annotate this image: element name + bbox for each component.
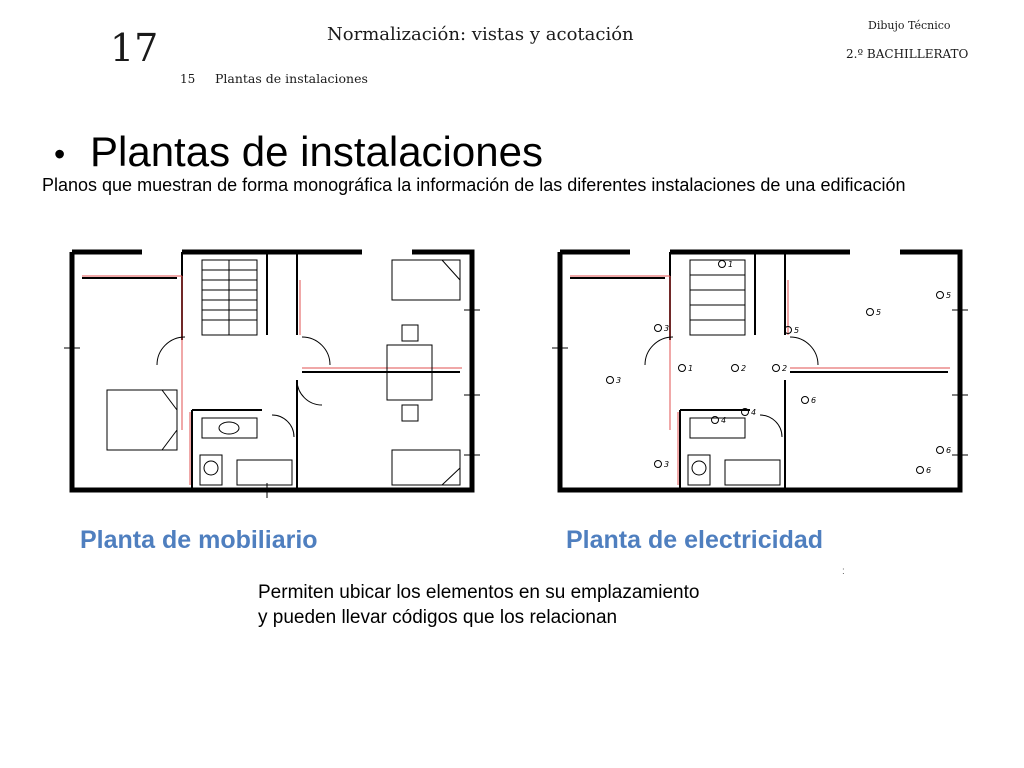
electrical-floor-plan (550, 240, 970, 502)
plan-bathroom-fixtures (200, 418, 292, 485)
electric-outlet-icon (773, 365, 780, 372)
course-level: 2.º BACHILLERATO (846, 47, 969, 61)
label-planta-electricidad: Planta de electricidad (566, 526, 824, 554)
electric-outlet-icon (732, 365, 739, 372)
electric-code-label: 5 (946, 291, 952, 300)
electric-outlet-icon (937, 292, 944, 299)
footer-line-2: y pueden llevar códigos que los relacionan (258, 607, 618, 628)
plan-pipes (82, 276, 462, 485)
electric-outlet-icon (655, 461, 662, 468)
electric-code-label: 5 (876, 308, 882, 317)
footer-text (258, 580, 699, 630)
label-planta-mobiliario: Planta de mobiliario (80, 526, 318, 554)
footer-line-1: Permiten ubicar los elementos en su emplazamiento (258, 582, 700, 603)
electric-code-label: 6 (811, 396, 817, 405)
electric-outlet-icon (937, 447, 944, 454)
plan-bed (107, 390, 177, 450)
electric-outlet-icon (679, 365, 686, 372)
plan-stairs (202, 260, 257, 335)
electric-code-label: 6 (926, 466, 932, 475)
electric-outlet-icon (867, 309, 874, 316)
electric-code-label: 3 (664, 460, 670, 469)
electric-code-label: 2 (741, 364, 747, 373)
course-subject: Dibujo Técnico (868, 19, 951, 32)
electric-outlet-icon (917, 467, 924, 474)
electric-outlet-icon (607, 377, 614, 384)
electric-code-label: 4 (721, 416, 727, 425)
electric-fixtures (607, 261, 944, 474)
section-name: Plantas de instalaciones (215, 71, 368, 86)
plan-doors (645, 337, 818, 437)
electric-code-label: 3 (664, 324, 670, 333)
electric-code-label: 5 (794, 326, 800, 335)
slide-heading: Plantas de instalaciones (90, 128, 543, 175)
chapter-number: 17 (110, 26, 159, 70)
electric-outlet-icon (719, 261, 726, 268)
plan-interior-walls (570, 252, 948, 490)
plan-pipes (570, 276, 950, 485)
bullet-dot: • (54, 136, 66, 172)
plan-window-marks (552, 310, 968, 455)
electric-code-label: 6 (946, 446, 952, 455)
electric-code-label: 1 (688, 364, 694, 373)
plan-doors (157, 337, 330, 437)
electric-code-label: 4 (751, 408, 757, 417)
intro-text: Planos que muestran de forma monográfica la información de las diferentes instalaciones de una edificación (42, 175, 906, 195)
plan-bathroom-fixtures (688, 418, 780, 485)
header-title: Normalización: vistas y acotación (327, 24, 634, 45)
furniture-floor-plan (62, 240, 482, 502)
electric-code-label: 1 (728, 260, 734, 269)
electric-code-label: 3 (616, 376, 622, 385)
section-number: 15 (180, 72, 196, 86)
electric-code-label: 2 (782, 364, 788, 373)
footer-dots: : (842, 566, 845, 577)
plan-stairs (690, 260, 745, 335)
electric-outlet-icon (802, 397, 809, 404)
plan-interior-walls (82, 252, 460, 490)
electric-outlet-icon (655, 325, 662, 332)
